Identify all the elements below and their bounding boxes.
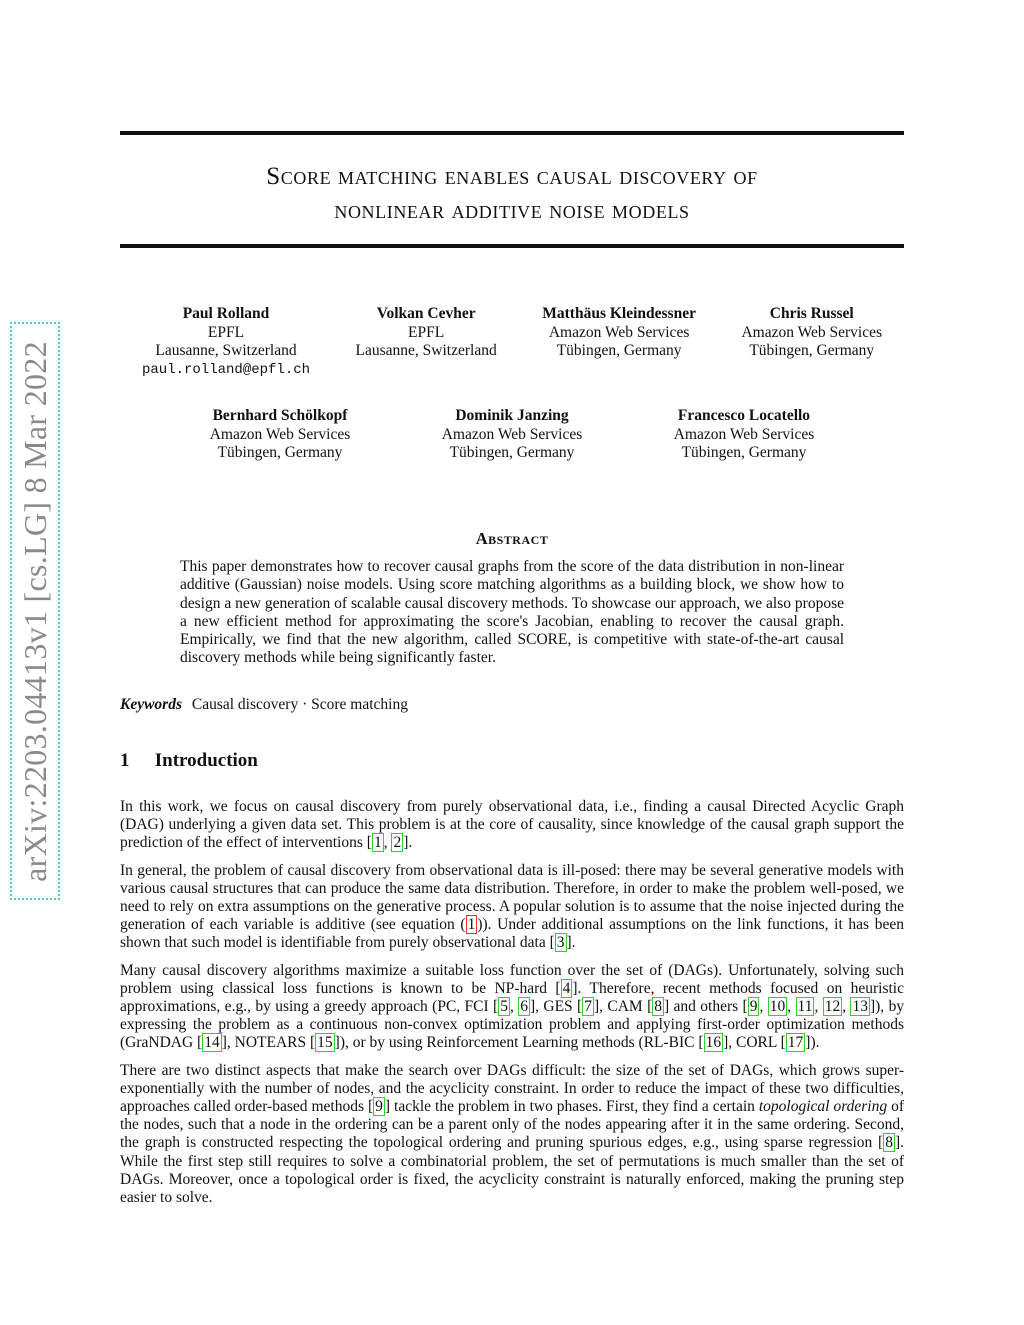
citation-link[interactable]: 6 (520, 998, 528, 1016)
paragraph (120, 862, 904, 953)
text-run: ], NOTEARS [ (221, 1034, 316, 1052)
author-location: Lausanne, Switzerland (355, 342, 497, 359)
title-line-1: Score matching enables causal discovery of (266, 163, 758, 190)
text-run: ]. (403, 834, 413, 852)
citation-link[interactable]: 11 (797, 998, 813, 1016)
author-block (442, 407, 583, 463)
authors-row-1 (120, 305, 904, 379)
text-run: There are two distinct aspects that make the search over DAGs difficult: the size of the set of DAGs, which grows super-exponentially with the number of nodes, and the acyclicity constraint. In order to reduce the impact of these two difficulties, approaches called order-based methods [ (120, 1061, 904, 1116)
citation-link[interactable]: 10 (769, 998, 786, 1016)
author-name: Matthäus Kleindessner (542, 305, 696, 322)
abstract-text: This paper demonstrates how to recover causal graphs from the score of the data distribution in non-linear additive (Gaussian) noise models. Using score matching algorithms as a building block, we show how to design a new generation of scalable causal discovery methods. To showcase our approach, we also propose a new efficient method for approximating the score's Jacobian, enabling to recover the causal graph. Empirically, we find that the new algorithm, called SCORE, is competitive with state-of-the-art causal discovery methods while being significantly faster. (180, 558, 844, 667)
author-name: Bernhard Schölkopf (212, 407, 348, 424)
author-name: Volkan Cevher (376, 305, 476, 322)
text-run: of the nodes, such that a node in the ordering can be a parent only of the nodes appearing after it in the same ordering. Second, the graph is constructed respecting the topological ordering and pruning spurious edges, e.g., using sparse regression [ (120, 1098, 905, 1152)
citation-link[interactable]: 3 (556, 934, 565, 952)
citation-link[interactable]: 17 (787, 1034, 804, 1052)
text-run: ] and others [ (664, 998, 748, 1016)
citation-link[interactable]: 14 (204, 1034, 220, 1052)
title-bottom-rule (120, 244, 904, 248)
citation-link[interactable]: 7 (584, 998, 592, 1016)
abstract-heading: Abstract (475, 529, 549, 548)
author-affiliation: Amazon Web Services (673, 425, 815, 443)
text-run: Many causal discovery algorithms maximize a suitable loss function over the set of (DAGs). Unfortunately, solving such problem using classical loss functions is known to be NP-hard [ (120, 961, 904, 997)
citation-link[interactable]: 13 (852, 998, 868, 1016)
title-line-2: nonlinear additive noise models (334, 197, 690, 224)
author-block (142, 305, 310, 379)
arxiv-identifier-stamp (10, 322, 60, 900)
author-affiliation: EPFL (207, 323, 245, 341)
citation-link[interactable]: 4 (562, 979, 571, 997)
text-run: ]. Therefore, recent methods focused on heuristic approximations, e.g., by using a greedy approach (PC, FCI [ (120, 979, 904, 1016)
paper-title (120, 160, 904, 228)
text-run: ]. While the first step still requires to solve a combinatorial problem, the set of permutations is much smaller than the set of DAGs. Moreover, once a topological order is fixed, the acyclicity constraint is naturally enforced, making the pruning step easier to solve. (120, 1134, 904, 1207)
paragraph (120, 1062, 904, 1208)
author-location: Tübingen, Germany (449, 444, 575, 461)
citation-link[interactable]: 5 (500, 998, 508, 1016)
author-location: Tübingen, Germany (217, 444, 343, 461)
author-email[interactable]: paul.rolland@epfl.ch (142, 361, 311, 378)
citation-link[interactable]: 12 (824, 998, 841, 1016)
paragraph: Many causal discovery algorithms maximize a suitable loss function over the set of (DAGs). Unfortunately, solving such problem using classical loss functions is known to be NP-hard [ 4 ]. Therefore, recent methods focused on heuristic approximations, e.g., by using a greedy approach (PC, FCI [ 5 , 6 ], GES [ 7 ], CAM [ 8 ] and others [ 9 , 10 , 11 , 12 , 13 ]), by expressing the problem as a continuous non-convex optimization problem and applying first-order optimization methods (GraNDAG [ 14 ], NOTEARS [ 15 ]), or by using Reinforcement Learning methods (RL-BIC [ 16 ], CORL [ 17 ]). (120, 961, 905, 1052)
text-run: ]. (566, 934, 576, 952)
citation-link[interactable]: 15 (317, 1034, 333, 1052)
text-run: ], CAM [ (593, 998, 653, 1016)
citation-link[interactable]: 1 (373, 834, 382, 852)
author-block (210, 407, 351, 463)
author-affiliation: Amazon Web Services (441, 425, 583, 443)
citation-link[interactable]: 8 (654, 998, 662, 1016)
keywords-label: Keywords (120, 696, 182, 713)
emphasized-term: topological ordering (758, 1098, 888, 1116)
author-affiliation: Amazon Web Services (741, 323, 882, 341)
citation-link[interactable]: 2 (393, 834, 402, 852)
text-run: ], CORL [ (723, 1034, 786, 1052)
author-location: Tübingen, Germany (749, 342, 875, 359)
author-name: Francesco Locatello (677, 407, 811, 424)
author-block (741, 305, 882, 379)
section-number: 1 (120, 750, 130, 771)
section-title: Introduction (154, 750, 258, 771)
author-name: Paul Rolland (182, 305, 270, 322)
citation-link[interactable]: 9 (375, 1098, 383, 1116)
keywords-text: Causal discovery · Score matching (191, 696, 408, 713)
text-run: ] tackle the problem in two phases. First, they find a certain (384, 1098, 759, 1116)
title-top-rule (120, 131, 904, 135)
author-location: Tübingen, Germany (556, 342, 682, 359)
text-run: ], GES [ (529, 998, 583, 1016)
author-name: Dominik Janzing (455, 407, 569, 424)
keywords-line (120, 696, 408, 714)
author-affiliation: Amazon Web Services (548, 323, 690, 341)
paragraph: In this work, we focus on causal discovery from purely observational data, i.e., finding a causal Directed Acyclic Graph (DAG) underlying a given data set. This problem is at the core of causality, since knowledge of the causal graph support the prediction of the effect of interventions [ 1 , 2 ]. (120, 798, 904, 852)
citation-link[interactable]: 9 (749, 998, 758, 1016)
author-block (356, 305, 497, 379)
author-name: Chris Russel (769, 305, 854, 322)
author-block (674, 407, 815, 463)
author-affiliation: EPFL (408, 323, 445, 341)
arxiv-identifier-text: arXiv:2203.04413v1 [cs.LG] 8 Mar 2022 (16, 340, 53, 882)
author-location: Tübingen, Germany (681, 444, 807, 461)
text-run: ]), by expressing the problem as a continuous non-convex optimization problem and applying first-order optimization methods (GraNDAG [ (120, 998, 905, 1052)
text-run: In this work, we focus on causal discovery from purely observational data, i.e., finding a causal Directed Acyclic Graph (DAG) underlying a given data set. This problem is at the core of causality, since knowledge of the causal graph support the prediction of the effect of interventions (120, 798, 904, 852)
author-location: Lausanne, Switzerland (155, 342, 297, 359)
text-run: ]), or by using Reinforcement Learning methods (RL-BIC [ (334, 1034, 704, 1052)
author-block (542, 305, 696, 379)
text-run: ]). (805, 1034, 820, 1052)
citation-link[interactable]: 8 (885, 1134, 893, 1152)
section-heading-introduction (120, 750, 258, 772)
introduction-body (120, 798, 904, 1216)
author-affiliation: Amazon Web Services (209, 425, 351, 443)
text-run: )). Under additional assumptions on the link functions, it has been shown that such model is identifiable from purely observational data [ (120, 916, 904, 952)
citation-link[interactable]: 16 (705, 1034, 722, 1052)
authors-row-2 (120, 407, 904, 463)
text-run: In general, the problem of causal discovery from observational data is ill-posed: there may be several generative models with various causal structures that can produce the same data distribution. Therefore, in order to make the problem well-posed, we need to rely on extra assumptions on the generative process. A popular solution is to assume that the noise injected during the generation of each variable is additive (see equation ( (120, 861, 904, 934)
equation-link[interactable]: 1 (467, 916, 476, 934)
